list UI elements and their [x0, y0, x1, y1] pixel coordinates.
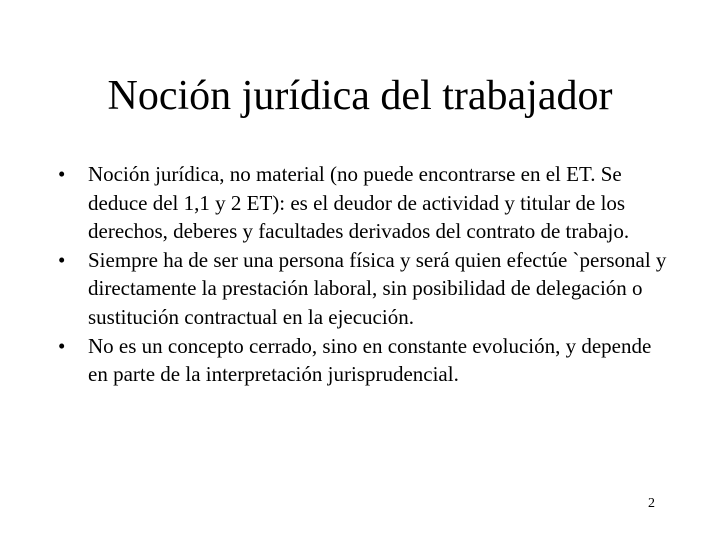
- bullet-item: [52, 332, 672, 389]
- bullet-item: [52, 160, 672, 246]
- bullet-list: [52, 160, 672, 389]
- bullet-marker: •: [58, 247, 66, 272]
- bullet-item: [52, 246, 672, 332]
- bullet-text: Siempre ha de ser una persona física y será quien efectúe `personal y directamente la prestación laboral, sin posibilidad de delegación o sustitución contractual en la ejecución.: [88, 247, 667, 329]
- bullet-marker: •: [58, 162, 66, 186]
- page-number: 2: [648, 496, 655, 511]
- bullet-text: Noción jurídica, no material (no puede encontrarse en el ET. Se deduce del 1,1 y 2 ET): es el deudor de actividad y titular de los derechos, deberes y facultades derivados del contrato de trabajo.: [88, 162, 630, 244]
- bullet-marker: •: [58, 333, 66, 358]
- bullet-text: No es un concepto cerrado, sino en constante evolución, y depende en parte de la interpretación jurisprudencial.: [88, 333, 652, 387]
- slide-title: Noción jurídica del trabajador: [107, 73, 613, 119]
